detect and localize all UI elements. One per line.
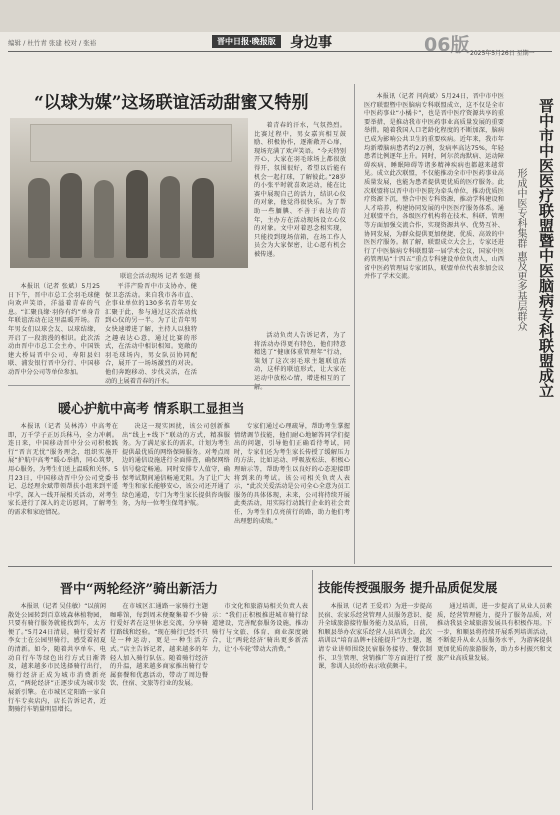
masthead-strip (0, 0, 560, 32)
article4-col2: 通过培训，进一步提高了从业人员素质，经营管理能力，提升了服务品质，对推动我县全域旅游发展具有积极作用。下一步，和顺县将持续开展系列培训活动，不断提升从业人员服务水平，为游客提供更加优质的旅游服务，助力乡村振兴和文旅产业高质量发展。 (437, 603, 552, 662)
article1-col5 (200, 283, 248, 373)
article2-title: 暖心护航中高考 情系职工显担当 (58, 402, 245, 417)
sidebar-text: 本报讯（记者 闫尚斌）5月24日，晋中市中医医疗联盟暨中医脑病专科联盟成立，这不仅是全市中医药事业“小橘卡”，也是晋中医疗资源共享的重要举措，是推动我市中医药事业高质量发展的重要举措。随着我国人口老龄化程度的不断加深，脑病已成为影响公共卫生的重要疾病。近年来，我市年均新增脑病患者约2万例，发病率高达75%，年轻患者比例逐年上升。同时，阿尔茨海默病、运动障碍疾病、睡眠障碍等诸多精神疾病也都越来越常见。成立此次联盟，不仅能推动全市中医药事业高质量发展，也能为患者提供更优质的医疗服务。此次联盟将以晋中市中医院为牵头单位，推动优质医疗资源下沉，整合中医专科资源，推动学科建设和人才培养，构建协同发展的中医医疗服务体系。通过联盟平台，各级医疗机构将在技术、科研、管理等方面加强交流合作，实现资源共享、优势互补、协同发展，为群众提供更加便捷、优质、高效的中医医疗服务。据了解，联盟成立大会上，专家还进行了中医脑病专科联盟第一届学术会议，国家中医药管理局“十四五”重点专科建设单位负责人，山西省中医药管理局专家团队，联盟单位代表参加会议并作了学术交流。 (364, 93, 504, 281)
issue-date: 2025年5月26日 星期一 (470, 50, 535, 57)
divider (312, 570, 313, 810)
editors-line: 编辑 / 杜竹青 张建 校对 / 张裕 (8, 39, 97, 47)
paper-name-logo: 晋中日报·晚报版 (212, 35, 281, 48)
sidebar-title: 晋中市中医医疗联盟暨中医脑病专科联盟成立 (537, 98, 555, 398)
divider (8, 385, 350, 386)
person-silhouette (192, 178, 214, 258)
person-silhouette (126, 170, 148, 258)
section-name: 身边事 (290, 35, 332, 51)
article2-col2: 决这一现实困扰，该公司创新推出“线上+线下”联动的方式，精准服务。为了满足家长的需求，计划为考生提供最优质的网络保障服务。对考点周边的通信设施进行全面排查，确保网络信号稳定畅通。同时安排专人值守，确保考试期间通信畅通无阻。为了让广大考生和家长能够安心，该公司还开通了绿色通道，专门为考生家长提供咨询服务，为每一位考生保驾护航。 (122, 423, 230, 508)
article1-title: “以球为媒”这场联谊活动甜蜜又特别 (34, 93, 309, 113)
article3-col1: 本报讯（记者 吴佳敏）“以前闲散处公园转到百草坡森林植物园，只要有骑行服务就能找到车，太方便了。”5月24日清晨，骑行爱好者李女士在公园里骑行，感受着初夏的清新。如今，随着共享单车、电动自行车等绿色出行方式日渐普及，越来越多市民选择骑行出行，骑行经济正成为城市消费新亮点，“两轮经济”正逐步成为城市发展新引擎。在市城区定阳路一家自行车专卖店内，店长告诉记者，近期骑行车销量明显增长。 (8, 603, 106, 714)
banner-backdrop (30, 124, 232, 162)
person-silhouette (160, 176, 180, 258)
person-silhouette (28, 178, 50, 258)
masthead-rule (8, 51, 552, 52)
article2-col3: 专家们通过心理疏导，帮助考生掌握情绪调节技能，他们耐心地解答同学们提出的问题，引导他们正确看待考试，同时，专家们还为考生家长传授了缓解压力的方法，比如运动、呼吸放松法、积极心理暗示等，帮助考生以良好的心态迎接即将到来的考试。该公司相关负责人表示，“此次关爱活动是公司全心全意为员工服务的具体体现，未来，公司将持续开展此类活动，用实际行动践行企业的社会责任，为考生们点亮前行的路，助力他们考出理想的成绩。” (234, 423, 350, 525)
article4-title: 技能传授强服务 提升品质促发展 (318, 580, 498, 595)
divider (354, 84, 355, 564)
article1-col4: 活动负责人告诉记者，为了将活动办得更有特色，他们特意精选了“健康体重管理年”行动，策划了这次羽毛球主题联谊活动，这样的联谊形式，让大家在运动中放松心情，增进相互的了解。 (254, 332, 346, 391)
article3-col3: 市文化和旅游局相关负责人表示：“我们正积极推进城市骑行绿道建设，完善配套服务设施，推动骑行与文旅、体育、商业深度融合，让‘两轮经济’骑出更多新活力，让‘小车轮’带动大消费。” (212, 603, 308, 653)
article2-col1: 本报讯（记者 吴林涛）中高考在即，万千学子正厉兵秣马，全力冲刺。连日来，中国移动晋中分公司积极践行“晋言无忧”服务理念，组织实施开展“护航中高考”暖心举措，同心筑梦，用心服务，为考生们送上温暖和关怀。5月23日，中国移动晋中分公司党委书记、总经理余斌带领帮扶小组来到平遥中学，深入一线开展相关活动，对考生家长进行了深入的走访慰问，了解考生的需求和家庭情况。 (8, 423, 118, 516)
page-number: 06版 (424, 34, 470, 56)
masthead (0, 0, 560, 57)
article1-photo (10, 118, 248, 268)
sidebar-subtitle: 形成中医专科集群 惠及更多基层群众 (515, 168, 526, 332)
photo-caption: 联谊会活动现场 记者 张题 摄 (120, 273, 201, 280)
article3-col2: 在市城区汇通路一家骑行主题咖啡馆，每到周末便聚集着不少骑行爱好者在这里休息交流，分享骑行路线和经验。“现在骑行已经不只是一种运动，更是一种生活方式。”店主告诉记者，越来越多的年轻人加入骑行队伍。随着骑行经济的升温，越来越多商家推出骑行专属套餐和优惠活动，带动了周边餐饮、住宿、文旅等行业的发展。 (110, 603, 208, 688)
article4-col1: 本报讯（记者 王爱君）为进一步提高民宿、农家乐经营管理人员服务意识、提升全域旅游接待服务能力及品质，日前，和顺县举办农家乐经营人员培训会。此次培训以“培育品牌+技能提升”为主题，邀请专业讲师围绕民宿服务接待、餐饮制作、卫生管理、营销推广等方面进行了授课，参训人员纷纷表示收获颇丰。 (318, 603, 432, 671)
divider (8, 566, 552, 567)
person-silhouette (60, 173, 82, 258)
article1-col3: 着青春的汗水，气氛热烈。比赛过程中，男女嘉宾相互鼓励、积极协作，逐渐敞开心扉，现场充满了欢声笑语。“今天特别开心，大家在羽毛球场上都很放得开，氛围很好，希望以后能有机会一起打球，了解彼此。”28岁的小张平时就喜欢运动，能在比赛中展现自己的活力，结识心仪的对象，他觉得很快乐。为了帮助一些腼腆、不善于表达的青年，主办方在活动现场设立心仪的对象。文中对着思念相实现，只能投到现场信箱，在场工作人员会为大家保密，让心愿有机会被传递。 (254, 122, 346, 258)
person-silhouette (94, 180, 114, 258)
article1-col1: 本报讯（记者 张斌）5月25日下午，晋中市总工会羽毛球健向欢声笑语，洋溢着青春的气息。“汇聚良缘·羽你有约”单身青年联谊活动在这里温暖开场。青年男女们以球会友、以球结缘，开启了一段浪漫的相识。此次活动由晋中市总工会主办，中国铁建大桥局晋中公司、寿阳县妇联、浦发银行晋中分行、中国移动晋中分公司等单位参加。 (8, 283, 100, 376)
article1-col2: 平洋产险晋中市支协办，健保卫态活动。来自我市各市直、企事业单位的130多名青年男女汇聚于此，参与通过这次活动找到心仪的另一半。为了让青年男女快速增进了解，主持人以独特之趣表达心意，通过比赛的形式，在活动中相识相知。宽敞的羽毛球场内，男女队员协同配合，展开了一场场激烈的对决。他们奔跑移动、步伐灵活，在活动的上展着青春的汗水。 (105, 283, 197, 385)
article3-title: 晋中“两轮经济”骑出新活力 (60, 582, 218, 597)
